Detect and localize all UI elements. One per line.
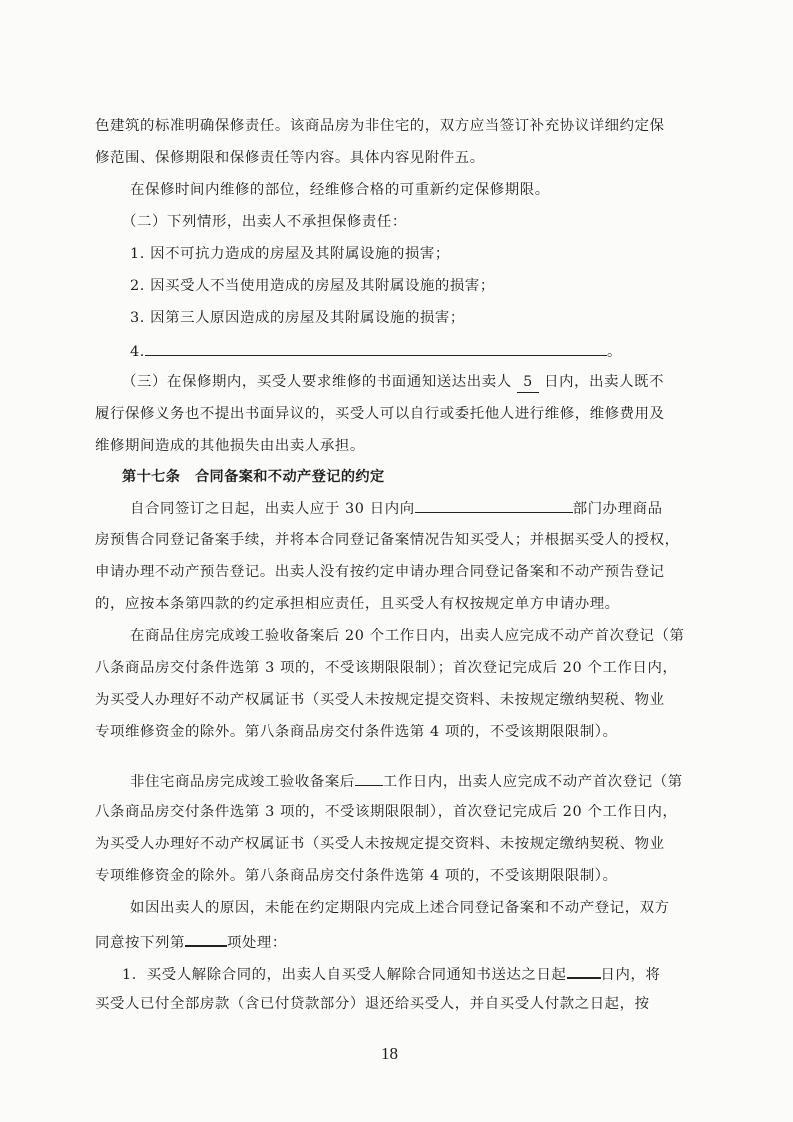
text-line: 在商品住房完成竣工验收备案后 20 个工作日内，出卖人应完成不动产首次登记（第 [130, 628, 685, 644]
text-line: 专项维修资金的除外。第八条商品房交付条件选第 4 项的，不受该期限限制）。 [95, 868, 618, 884]
text-line: 维修期间造成的其他损失由出卖人承担。 [95, 438, 365, 454]
text-line: （二）下列情形，出卖人不承担保修责任： [122, 214, 407, 230]
text-line: 修范围、保修期限和保修责任等内容。具体内容见附件五。 [95, 150, 485, 166]
text-segment: 同意按下列第 [95, 935, 185, 951]
art17-p4-line2 [95, 930, 287, 953]
text-line: 如因出卖人的原因，未能在约定期限内完成上述合同登记备案和不动产登记，双方 [130, 900, 670, 916]
option-blank [185, 930, 227, 947]
text-line: 为买受人办理好不动产权属证书（买受人未按规定提交资料、未按规定缴纳契税、物业 [95, 836, 665, 852]
days-blank [567, 962, 601, 979]
text-segment: 日内，出卖人既不 [544, 374, 665, 390]
text-segment: 项处理： [226, 935, 287, 951]
page-number: 18 [381, 1044, 398, 1063]
text-segment: 工作日内，出卖人应完成不动产首次登记（第 [382, 774, 683, 790]
text-segment: 非住宅商品房完成竣工验收备案后 [130, 774, 355, 790]
item-4-suffix: 。 [606, 344, 622, 360]
text-segment: 部门办理商品 [572, 501, 663, 517]
text-line: 申请办理不动产预告登记。出卖人没有按约定申请办理合同登记备案和不动产预告登记 [95, 564, 665, 580]
text-line: 履行保修义务也不提出书面异议的，买受人可以自行或委托他人进行维修，维修费用及 [95, 406, 665, 422]
workdays-blank [355, 770, 383, 786]
para3-line1 [122, 372, 664, 393]
text-line: 色建筑的标准明确保修责任。该商品房为非住宅的，双方应当签订补充协议详细约定保 [95, 118, 665, 134]
text-line: 1. 因不可抗力造成的房屋及其附属设施的损害； [130, 246, 450, 262]
text-line: 八条商品房交付条件选第 3 项的，不受该期限限制），首次登记完成后 20 个工作日内， [95, 804, 678, 820]
blank-underline [145, 340, 607, 356]
text-segment: 1．买受人解除合同的，出卖人自买受人解除合同通知书送达之日起 [122, 967, 567, 983]
department-blank [415, 497, 573, 513]
art17-p1-line1 [130, 497, 663, 519]
days-value: 5 [517, 372, 539, 393]
text-line: 为买受人办理好不动产权属证书（买受人未按规定提交资料、未按规定缴纳契税、物业 [95, 692, 665, 708]
item-4-line [130, 340, 622, 362]
text-line: 在保修时间内维修的部位，经维修合格的可重新约定保修期限。 [130, 182, 550, 198]
art17-p3-line1 [130, 770, 683, 792]
text-segment: 日内，将 [600, 967, 661, 983]
art17-p5-line1 [122, 962, 660, 985]
text-segment: （三）在保修期内，买受人要求维修的书面通知送达出卖人 [122, 374, 512, 390]
article-17-heading: 第十七条 合同备案和不动产登记的约定 [122, 469, 385, 485]
item-4-prefix: 4. [130, 344, 145, 360]
text-segment: 自合同签订之日起，出卖人应于 30 日内向 [130, 501, 415, 517]
text-line: 专项维修资金的除外。第八条商品房交付条件选第 4 项的，不受该期限限制）。 [95, 724, 618, 740]
text-line: 的，应按本条第四款的约定承担相应责任，且买受人有权按规定单方申请办理。 [95, 596, 620, 612]
text-line: 房预售合同登记备案手续，并将本合同登记备案情况告知买受人；并根据买受人的授权， [95, 532, 680, 548]
text-line: 八条商品房交付条件选第 3 项的，不受该期限限制）；首次登记完成后 20 个工作日内， [95, 660, 678, 676]
text-line: 2. 因买受人不当使用造成的房屋及其附属设施的损害； [130, 278, 495, 294]
text-line: 3. 因第三人原因造成的房屋及其附属设施的损害； [130, 310, 465, 326]
text-line: 买受人已付全部房款（含已付贷款部分）退还给买受人，并自买受人付款之日起，按 [95, 996, 650, 1012]
